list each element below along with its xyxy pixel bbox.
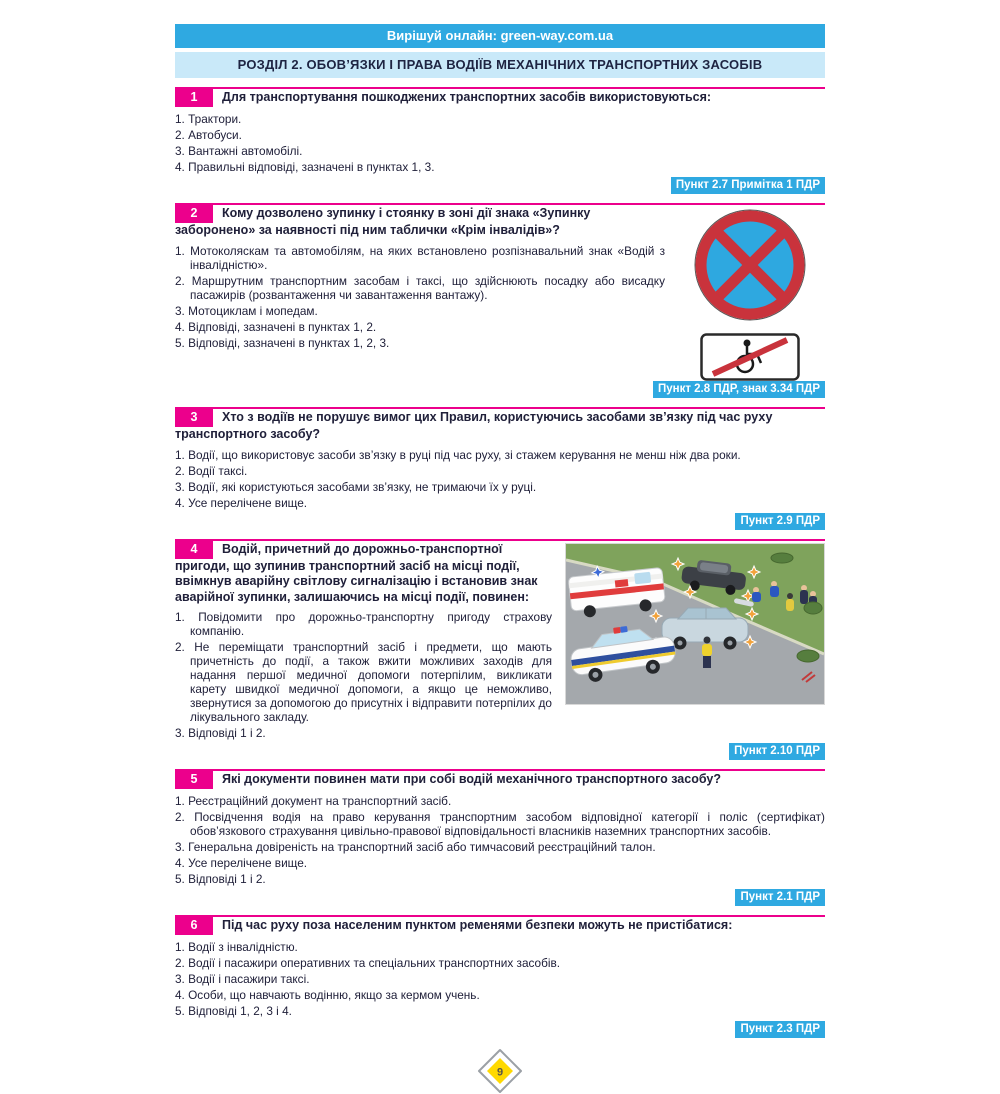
answer-option: 2. Маршрутним транспортним засобам і таксі, що здійснюють посадку або висадку пасажирів (розвантаження чи завантаження вантажу). [175,273,665,302]
question-number: 6 [175,917,213,935]
question-text: Кому дозволено зупинку і стоянку в зоні дії знака «Зупинку заборонено» за наявності під ним таблички «Крім інвалідів»? [175,206,591,237]
chapter-title: РОЗДІЛ 2. ОБОВ’ЯЗКИ І ПРАВА ВОДІЇВ МЕХАНІЧНИХ ТРАНСПОРТНИХ ЗАСОБІВ [175,52,825,78]
question-text: Водій, причетний до дорожньо-транспортної пригоди, що зупинив транспортний засіб на місці події, ввімкнув аварійну світлову сигналізацію і встановив знак аварійної зупинки, залишаючись на місці події, повинен: [175,541,538,604]
page-number: 9 [496,1066,504,1079]
reference-badge: Пункт 2.3 ПДР [735,1021,825,1038]
question-text: Які документи повинен мати при собі водій механічного транспортного засобу? [222,772,721,786]
reference-badge: Пункт 2.8 ПДР, знак 3.34 ПДР [653,381,825,398]
answer-option: 1. Трактори. [175,112,242,126]
answer-option: 4. Особи, що навчають водінню, якщо за кермом учень. [175,988,480,1002]
answer-option: 2. Водії таксі. [175,463,248,478]
except-disabled-plate-icon [700,333,800,381]
answer-option: 3. Водії і пасажири таксі. [175,972,310,986]
answer-option: 5. Відповіді 1 і 2. [175,872,266,886]
answer-option: 4. Правильні відповіді, зазначені в пунктах 1, 3. [175,160,435,174]
question-number: 3 [175,409,213,427]
answer-options [175,940,825,1018]
reference-badge: Пункт 2.7 Примітка 1 ПДР [671,177,825,194]
answer-option: 2. Не переміщати транспортний засіб і предмети, що мають причетність до події, а також вжити можливих заходів для надання першої медичної допомоги потерпілим, викликати карету швидкої медичної допомоги, а якщо це неможливо, звернутися за допомогою до присутніх і відправити потерпілих до лікувального закладу. [175,640,552,724]
answer-option: 4. Усе перелічене вище. [175,856,308,870]
answer-option: 3. Генеральна довіреність на транспортний засіб або тимчасовий реєстраційний талон. [175,840,656,854]
answer-option: 2. Автобуси. [175,128,242,142]
answer-option: 1. Повідомити про дорожньо-транспортну пригоду страхову компанію. [175,610,552,638]
question-block-6 [175,915,825,1038]
question-header [175,771,825,789]
question-number: 2 [175,205,213,223]
question-text: Для транспортування пошкоджених транспортних засобів використовуються: [222,90,712,104]
answer-option: 3. Відповіді 1 і 2. [175,726,266,740]
answer-option: 3. Вантажні автомобілі. [175,144,303,158]
answer-options [175,112,825,174]
question-header [175,89,825,107]
question-block-5 [175,769,825,906]
no-stopping-sign-icon [694,209,806,321]
answer-option: 1. Реєстраційний документ на транспортний засіб. [175,794,452,808]
answer-option: 5. Відповіді, зазначені в пунктах 1, 2, 3. [175,335,390,350]
question-header [175,917,825,935]
answer-option: 1. Мотоколяскам та автомобілям, на яких встановлено розпізнавальний знак «Водій з інвалідністю». [175,243,665,272]
online-banner: Вирішуй онлайн: green-way.com.ua [175,24,825,48]
answer-option: 4. Відповіді, зазначені в пунктах 1, 2. [175,319,377,334]
page-footer [175,1048,825,1094]
answer-options [175,794,825,886]
answer-option: 2. Посвідчення водія на право керування транспортним засобом відповідної категорії і поліс (сертифікат) обов’язкового страхування цивільно-правової відповідальності власників наземних транспортних засобів. [175,810,825,838]
answer-option: 5. Відповіді 1, 2, 3 і 4. [175,1004,292,1018]
answer-option: 4. Усе перелічене вище. [175,495,308,510]
question-block-1 [175,87,825,194]
question-number: 1 [175,89,213,107]
priority-road-page-marker-icon [477,1048,523,1094]
question-number: 4 [175,541,213,559]
accident-scene-illustration [565,543,825,705]
reference-badge: Пункт 2.1 ПДР [735,889,825,906]
answer-option: 1. Водії з інвалідністю. [175,940,298,954]
reference-badge: Пункт 2.10 ПДР [729,743,825,760]
question-text: Хто з водіїв не порушує вимог цих Правил, користуючись засобами зв’язку під час руху транспортного засобу? [175,410,773,441]
reference-badge: Пункт 2.9 ПДР [735,513,825,530]
question-figure [675,209,825,381]
answer-option: 3. Мотоциклам і мопедам. [175,303,318,318]
answer-options [175,448,825,510]
answer-option: 2. Водії і пасажири оперативних та спеціальних транспортних засобів. [175,956,561,970]
answer-option: 3. Водії, які користуються засобами зв’язку, не тримаючи їх у руці. [175,479,537,494]
question-number: 5 [175,771,213,789]
book-page [175,0,825,1094]
question-header [175,409,825,443]
question-block-2 [175,203,825,398]
question-block-4 [175,539,825,761]
answer-option: 1. Водії, що використовує засоби зв’язку в руці під час руху, зі стажем керування не менш ніж два роки. [175,447,741,462]
question-block-3 [175,407,825,530]
question-figure [552,541,825,705]
question-text: Під час руху поза населеним пунктом ременями безпеки можуть не пристібатися: [222,918,733,932]
